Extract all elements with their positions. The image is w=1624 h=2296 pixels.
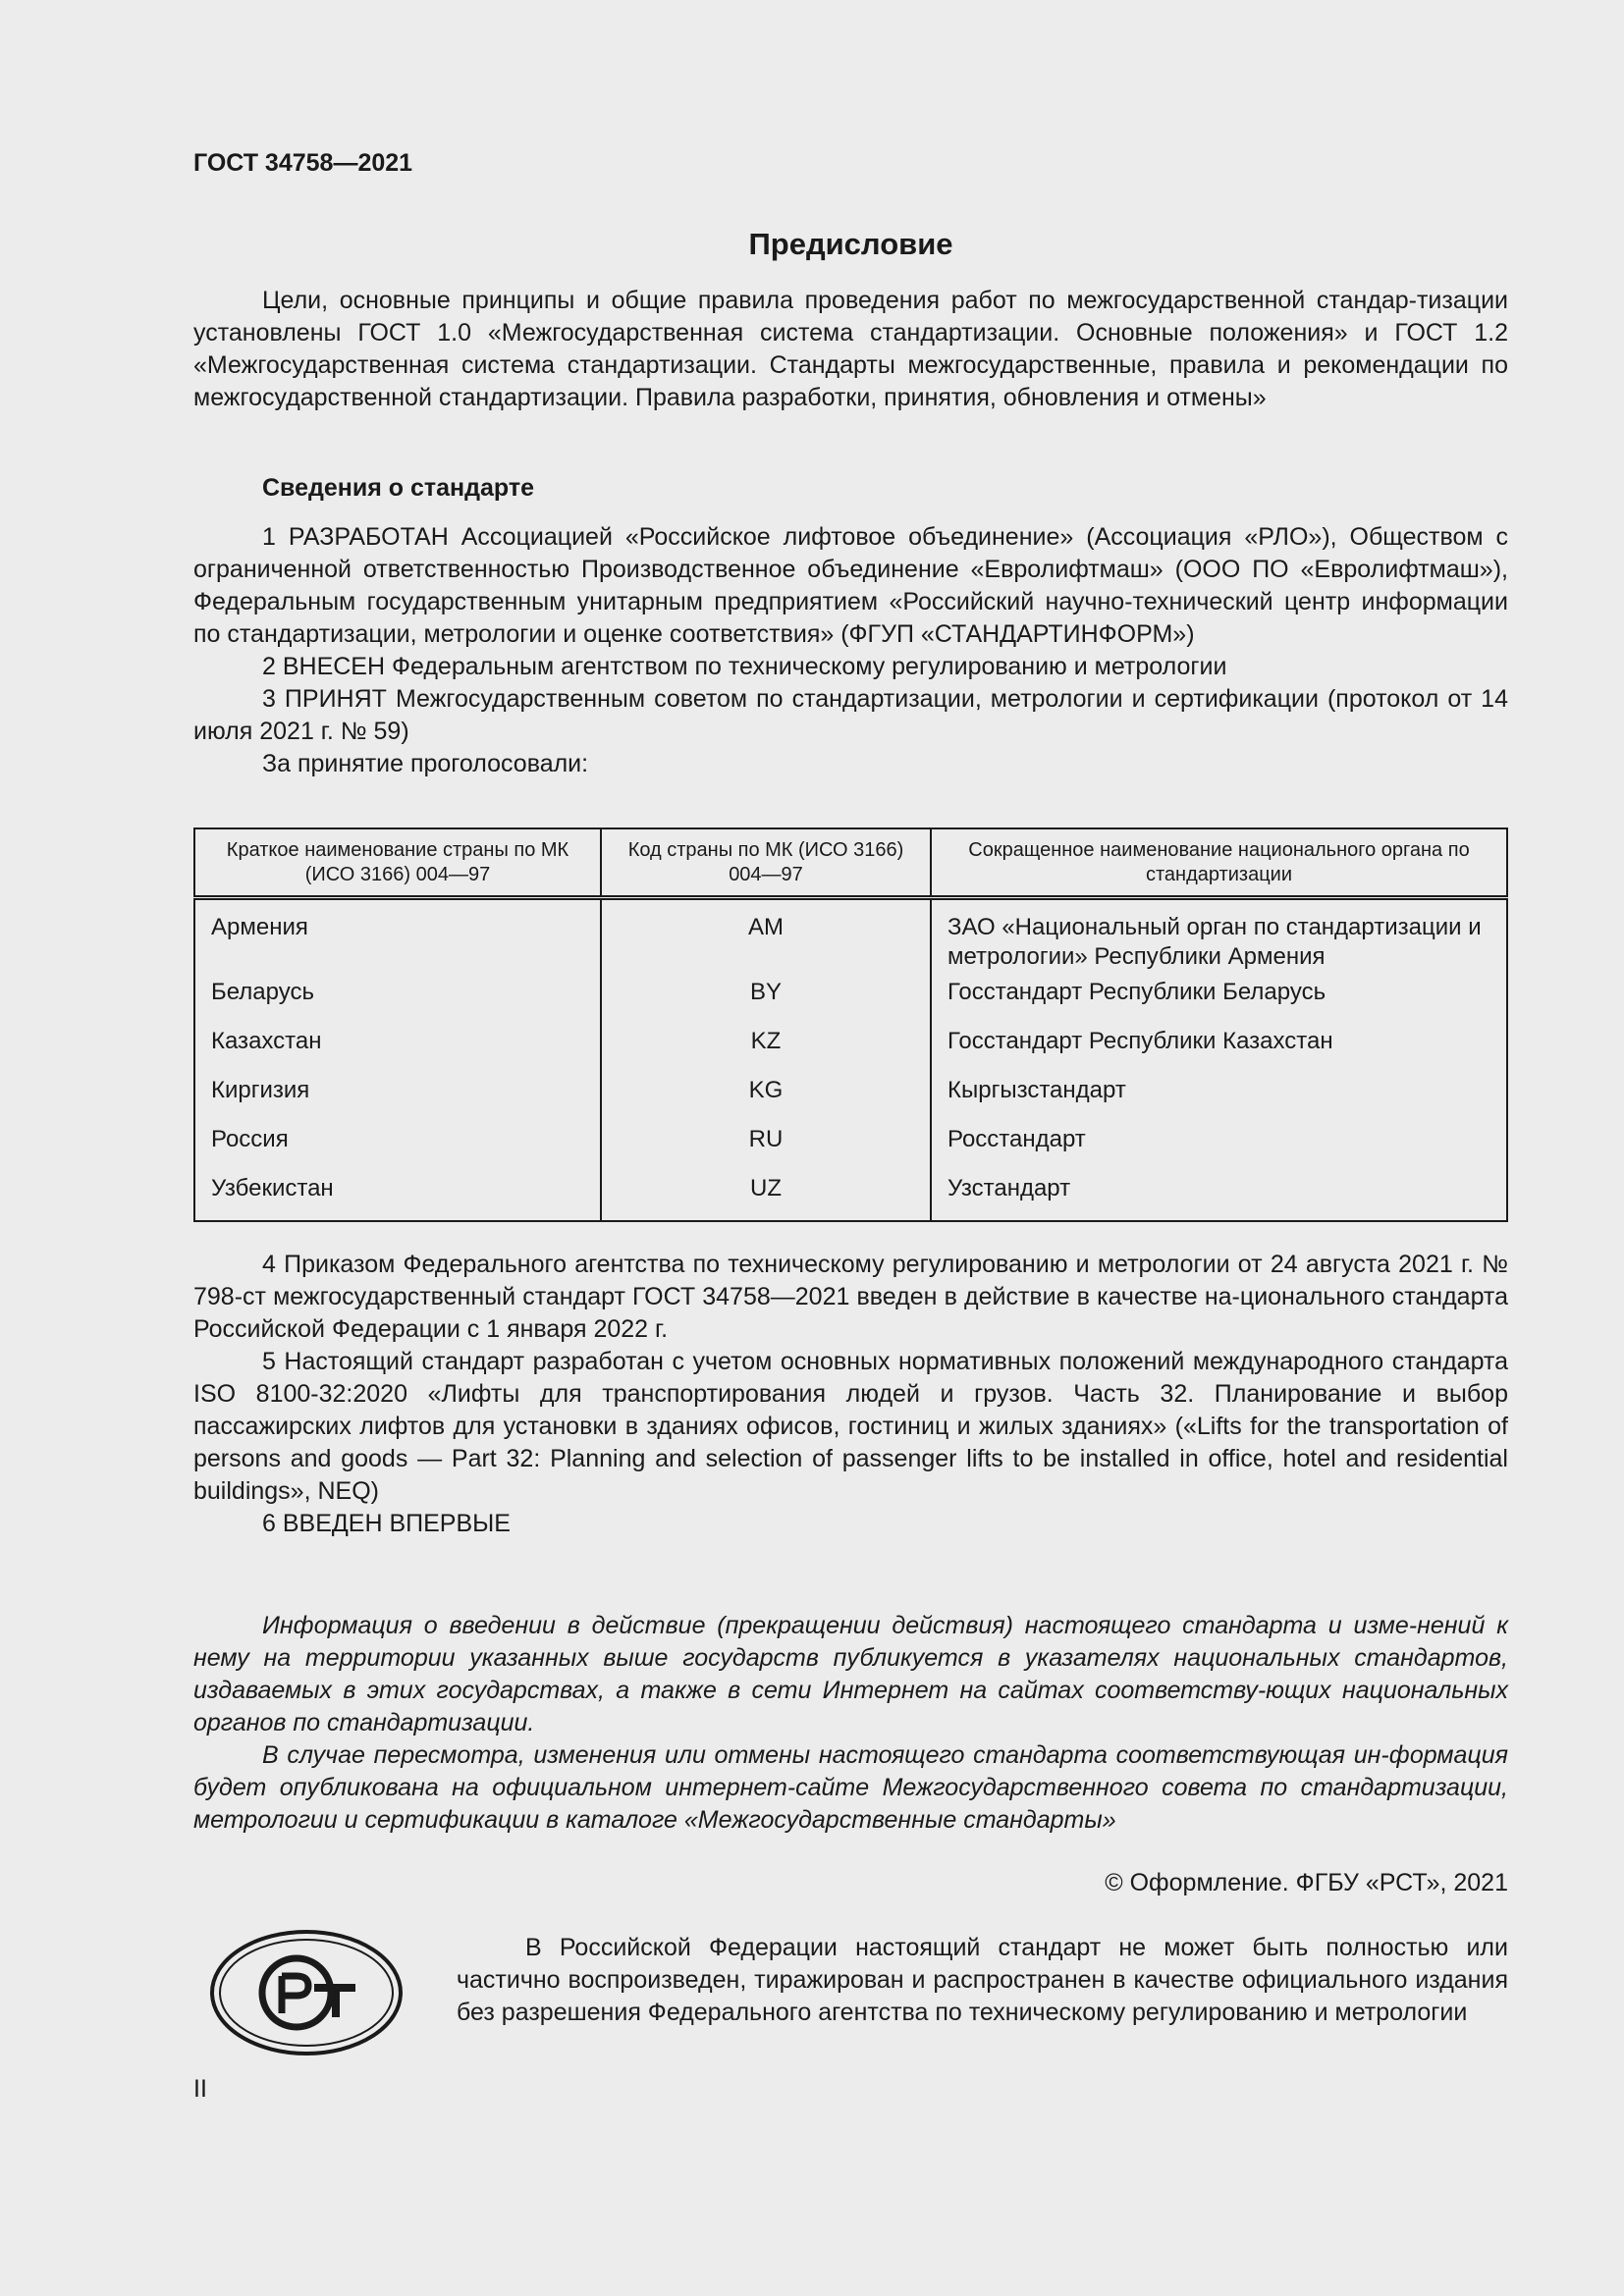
note-revision: В случае пересмотра, изменения или отмены настоящего стандарта соответствующая ин-формация будет опубликована на официальном интернет-сайте Межгосударственного совета по стандартизации, метрологии и сертификации в каталоге «Межгосударственные стандарты»	[193, 1741, 1508, 1834]
item-introduced: 2 ВНЕСЕН Федеральным агентством по техническому регулированию и метрологии	[262, 653, 1227, 680]
enactment-block	[193, 1249, 1508, 1540]
notes-block	[193, 1610, 1508, 1837]
cell-body: Госстандарт Республики Казахстан	[947, 1028, 1333, 1054]
cell-code: UZ	[601, 1174, 931, 1221]
cell-country: Киргизия	[194, 1076, 601, 1125]
cell-code: BY	[601, 978, 931, 1027]
standard-info-block	[193, 521, 1508, 780]
reproduction-notice	[457, 1932, 1508, 2029]
table-row	[194, 1125, 1507, 1174]
item-adopted: 3 ПРИНЯТ Межгосударственным советом по стандартизации, метрологии и сертификации (протокол от 14 июля 2021 г. № 59)	[193, 685, 1508, 745]
cell-country: Армения	[194, 898, 601, 979]
cell-body: Госстандарт Республики Беларусь	[947, 979, 1326, 1005]
cell-code: AM	[601, 898, 931, 979]
vote-intro: За принятие проголосовали:	[262, 750, 589, 777]
cell-country: Казахстан	[194, 1027, 601, 1076]
item-first-introduced: 6 ВВЕДЕН ВПЕРВЫЕ	[262, 1510, 511, 1537]
table-row	[194, 1076, 1507, 1125]
document-header: ГОСТ 34758—2021	[193, 149, 413, 177]
cell-country: Беларусь	[194, 978, 601, 1027]
intro-block	[193, 285, 1508, 414]
voting-table	[193, 828, 1508, 1222]
cell-body: Кыргызстандарт	[947, 1077, 1126, 1103]
table-header-row	[194, 828, 1507, 898]
header-code: Код страны по МК (ИСО 3166) 004—97	[601, 828, 931, 898]
header-body: Сокращенное наименование национального органа по стандартизации	[931, 828, 1507, 898]
notice-text: В Российской Федерации настоящий стандарт не может быть полностью или частично воспроизведен, тиражирован и распространен в качестве официального издания без разрешения Федерального агентства по техническому регулированию и метрологии	[457, 1934, 1508, 2026]
rst-logo-icon	[208, 1927, 405, 2059]
note-publication: Информация о введении в действие (прекращении действия) настоящего стандарта и изме-нений к нему на территории указанных выше государств публикуется в указателях национальных стандартов, издаваемых в этих государствах, а также в сети Интернет на сайтах соответству-ющих национальных органов по стандартизации.	[193, 1612, 1508, 1736]
intro-paragraph: Цели, основные принципы и общие правила проведения работ по межгосударственной стандар-тизации установлены ГОСТ 1.0 «Межгосударственная система стандартизации. Основные положения» и ГОСТ 1.2 «Межгосударственная система стандартизации. Стандарты межгосударственные, правила и рекомендации по межгосударственной стандартизации. Правила разработки, принятия, обновления и отмены»	[193, 287, 1508, 411]
cell-body: ЗАО «Национальный орган по стандартизации и метрологии» Республики Армения	[947, 914, 1482, 970]
cell-code: KZ	[601, 1027, 931, 1076]
table-row	[194, 1174, 1507, 1221]
standard-info-heading: Сведения о стандарте	[262, 474, 535, 502]
cell-body: Росстандарт	[947, 1126, 1086, 1152]
cell-code: KG	[601, 1076, 931, 1125]
table-row	[194, 978, 1507, 1027]
copyright-line: © Оформление. ФГБУ «РСТ», 2021	[1105, 1869, 1508, 1896]
cell-code: RU	[601, 1125, 931, 1174]
cell-country: Россия	[194, 1125, 601, 1174]
item-developed: 1 РАЗРАБОТАН Ассоциацией «Российское лифтовое объединение» (Ассоциация «РЛО»), Обществом с ограниченной ответственностью Производственное объединение «Евролифтмаш» (ООО ПО «Евролифтмаш»), Федеральным государственным унитарным предприятием «Российский научно-технический центр информации по стандартизации, метрологии и оценке соответствия» (ФГУП «СТАНДАРТИНФОРМ»)	[193, 523, 1508, 648]
table-row	[194, 1027, 1507, 1076]
cell-body: Узстандарт	[947, 1175, 1071, 1201]
page-number: II	[193, 2075, 207, 2103]
item-enacted: 4 Приказом Федерального агентства по техническому регулированию и метрологии от 24 августа 2021 г. № 798-ст межгосударственный стандарт ГОСТ 34758—2021 введен в действие в качестве на-ционального стандарта Российской Федерации с 1 января 2022 г.	[193, 1251, 1508, 1343]
table-row	[194, 898, 1507, 979]
cell-country: Узбекистан	[194, 1174, 601, 1221]
page-title: Предисловие	[748, 227, 953, 261]
item-based-on: 5 Настоящий стандарт разработан с учетом основных нормативных положений международного стандарта ISO 8100-32:2020 «Лифты для транспортирования людей и грузов. Часть 32. Планирование и выбор пассажирских лифтов для установки в зданиях офисов, гостиниц и жилых зданиях» («Lifts for the transportation of persons and goods — Part 32: Planning and selection of passenger lifts to be installed in office, hotel and residential buildings», NEQ)	[193, 1348, 1508, 1505]
header-country: Краткое наименование страны по МК (ИСО 3166) 004—97	[194, 828, 601, 898]
